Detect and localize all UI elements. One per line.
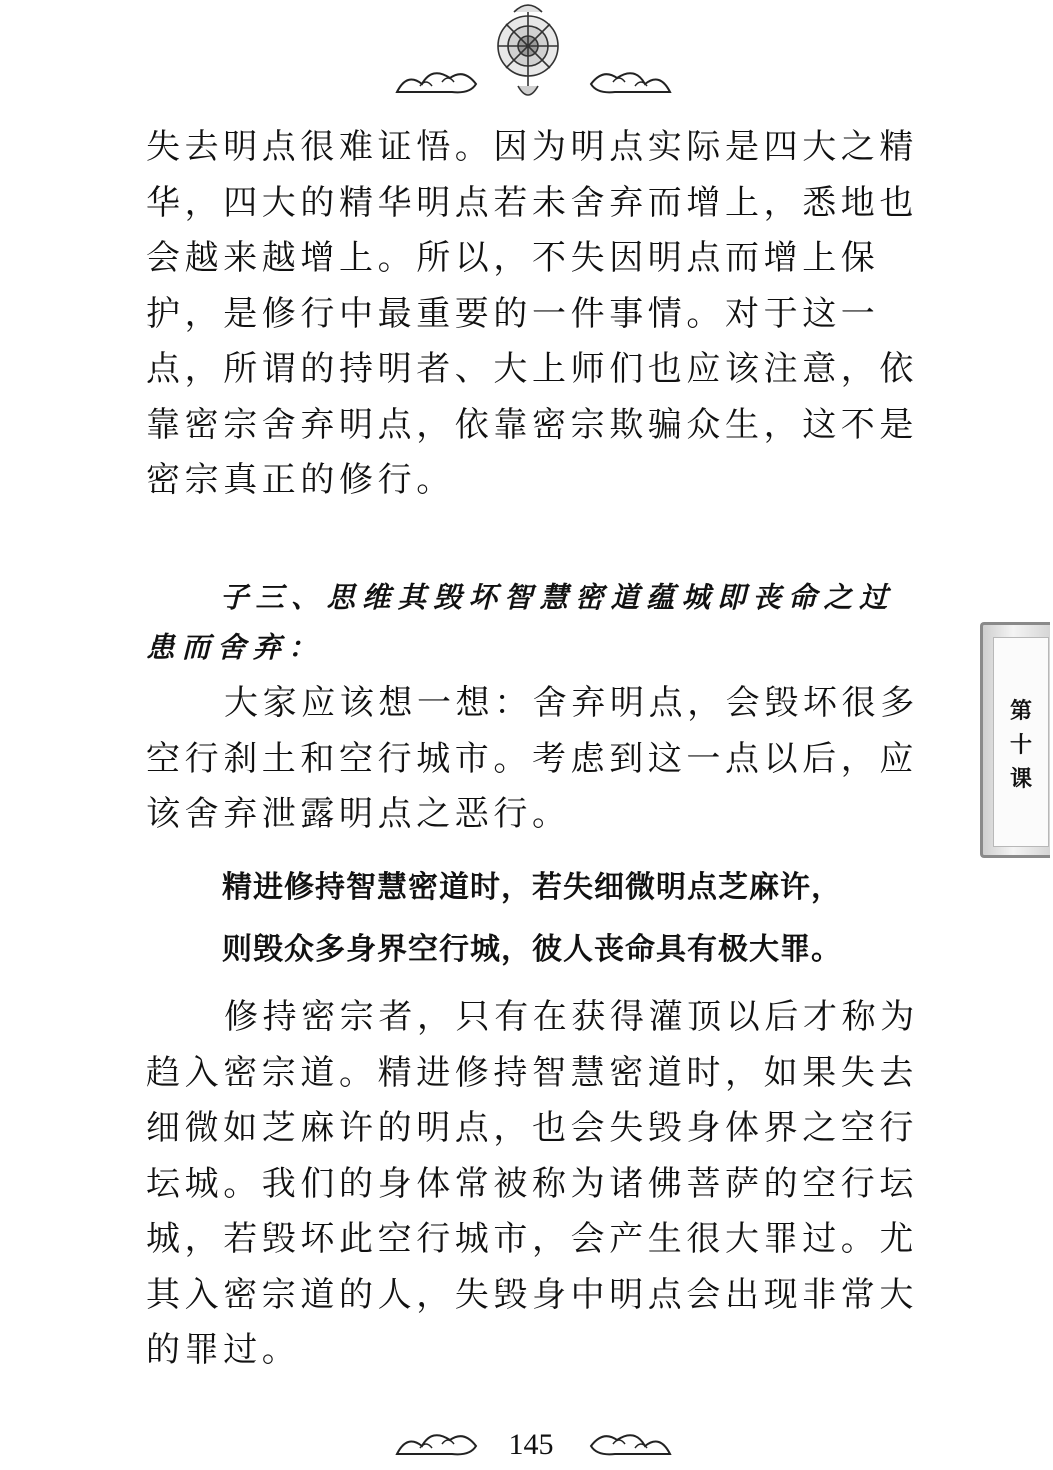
chapter-side-tab [980,622,1050,858]
flower-ornament-icon [488,0,568,108]
paragraph-3: 修持密宗者，只有在获得灌顶以后才称为趋入密宗道。精进修持智慧密道时，如果失去细微如芝麻许的明点，也会失毁身体界之空行坛城。我们的身体常被称为诸佛菩萨的空行坛城，若毁坏此空行城市，会产生很大罪过。尤其入密宗道的人，失毁身中明点会出现非常大的罪过。 [146,997,919,1370]
footer-cloud-right-icon [585,1424,675,1464]
verse-line-1: 精进修持智慧密道时，若失细微明点芝麻许， [222,870,842,905]
verse-line-2: 则毁众多身界空行城，彼人丧命具有极大罪。 [222,932,842,967]
page-number: 145 [496,1428,566,1462]
section-heading: 子三、思维其毁坏智慧密道蕴城即丧命之过患而舍弃： [146,580,895,664]
footer-cloud-left-icon [392,1424,482,1464]
cloud-left-icon [392,62,482,102]
chapter-tab-inner [993,637,1049,847]
paragraph-1: 失去明点很难证悟。因为明点实际是四大之精华，四大的精华明点若未舍弃而增上，悉地也会越来越增上。所以，不失因明点而增上保护，是修行中最重要的一件事情。对于这一点，所谓的持明者、大上师们也应该注意，依靠密宗舍弃明点，依靠密宗欺骗众生，这不是密宗真正的修行。 [146,127,918,500]
cloud-right-icon [585,62,675,102]
chapter-tab-label: 第 十 课 [1009,698,1032,792]
paragraph-2: 大家应该想一想：舍弃明点，会毁坏很多空行刹土和空行城市。考虑到这一点以后，应该舍弃泄露明点之恶行。 [146,683,919,834]
